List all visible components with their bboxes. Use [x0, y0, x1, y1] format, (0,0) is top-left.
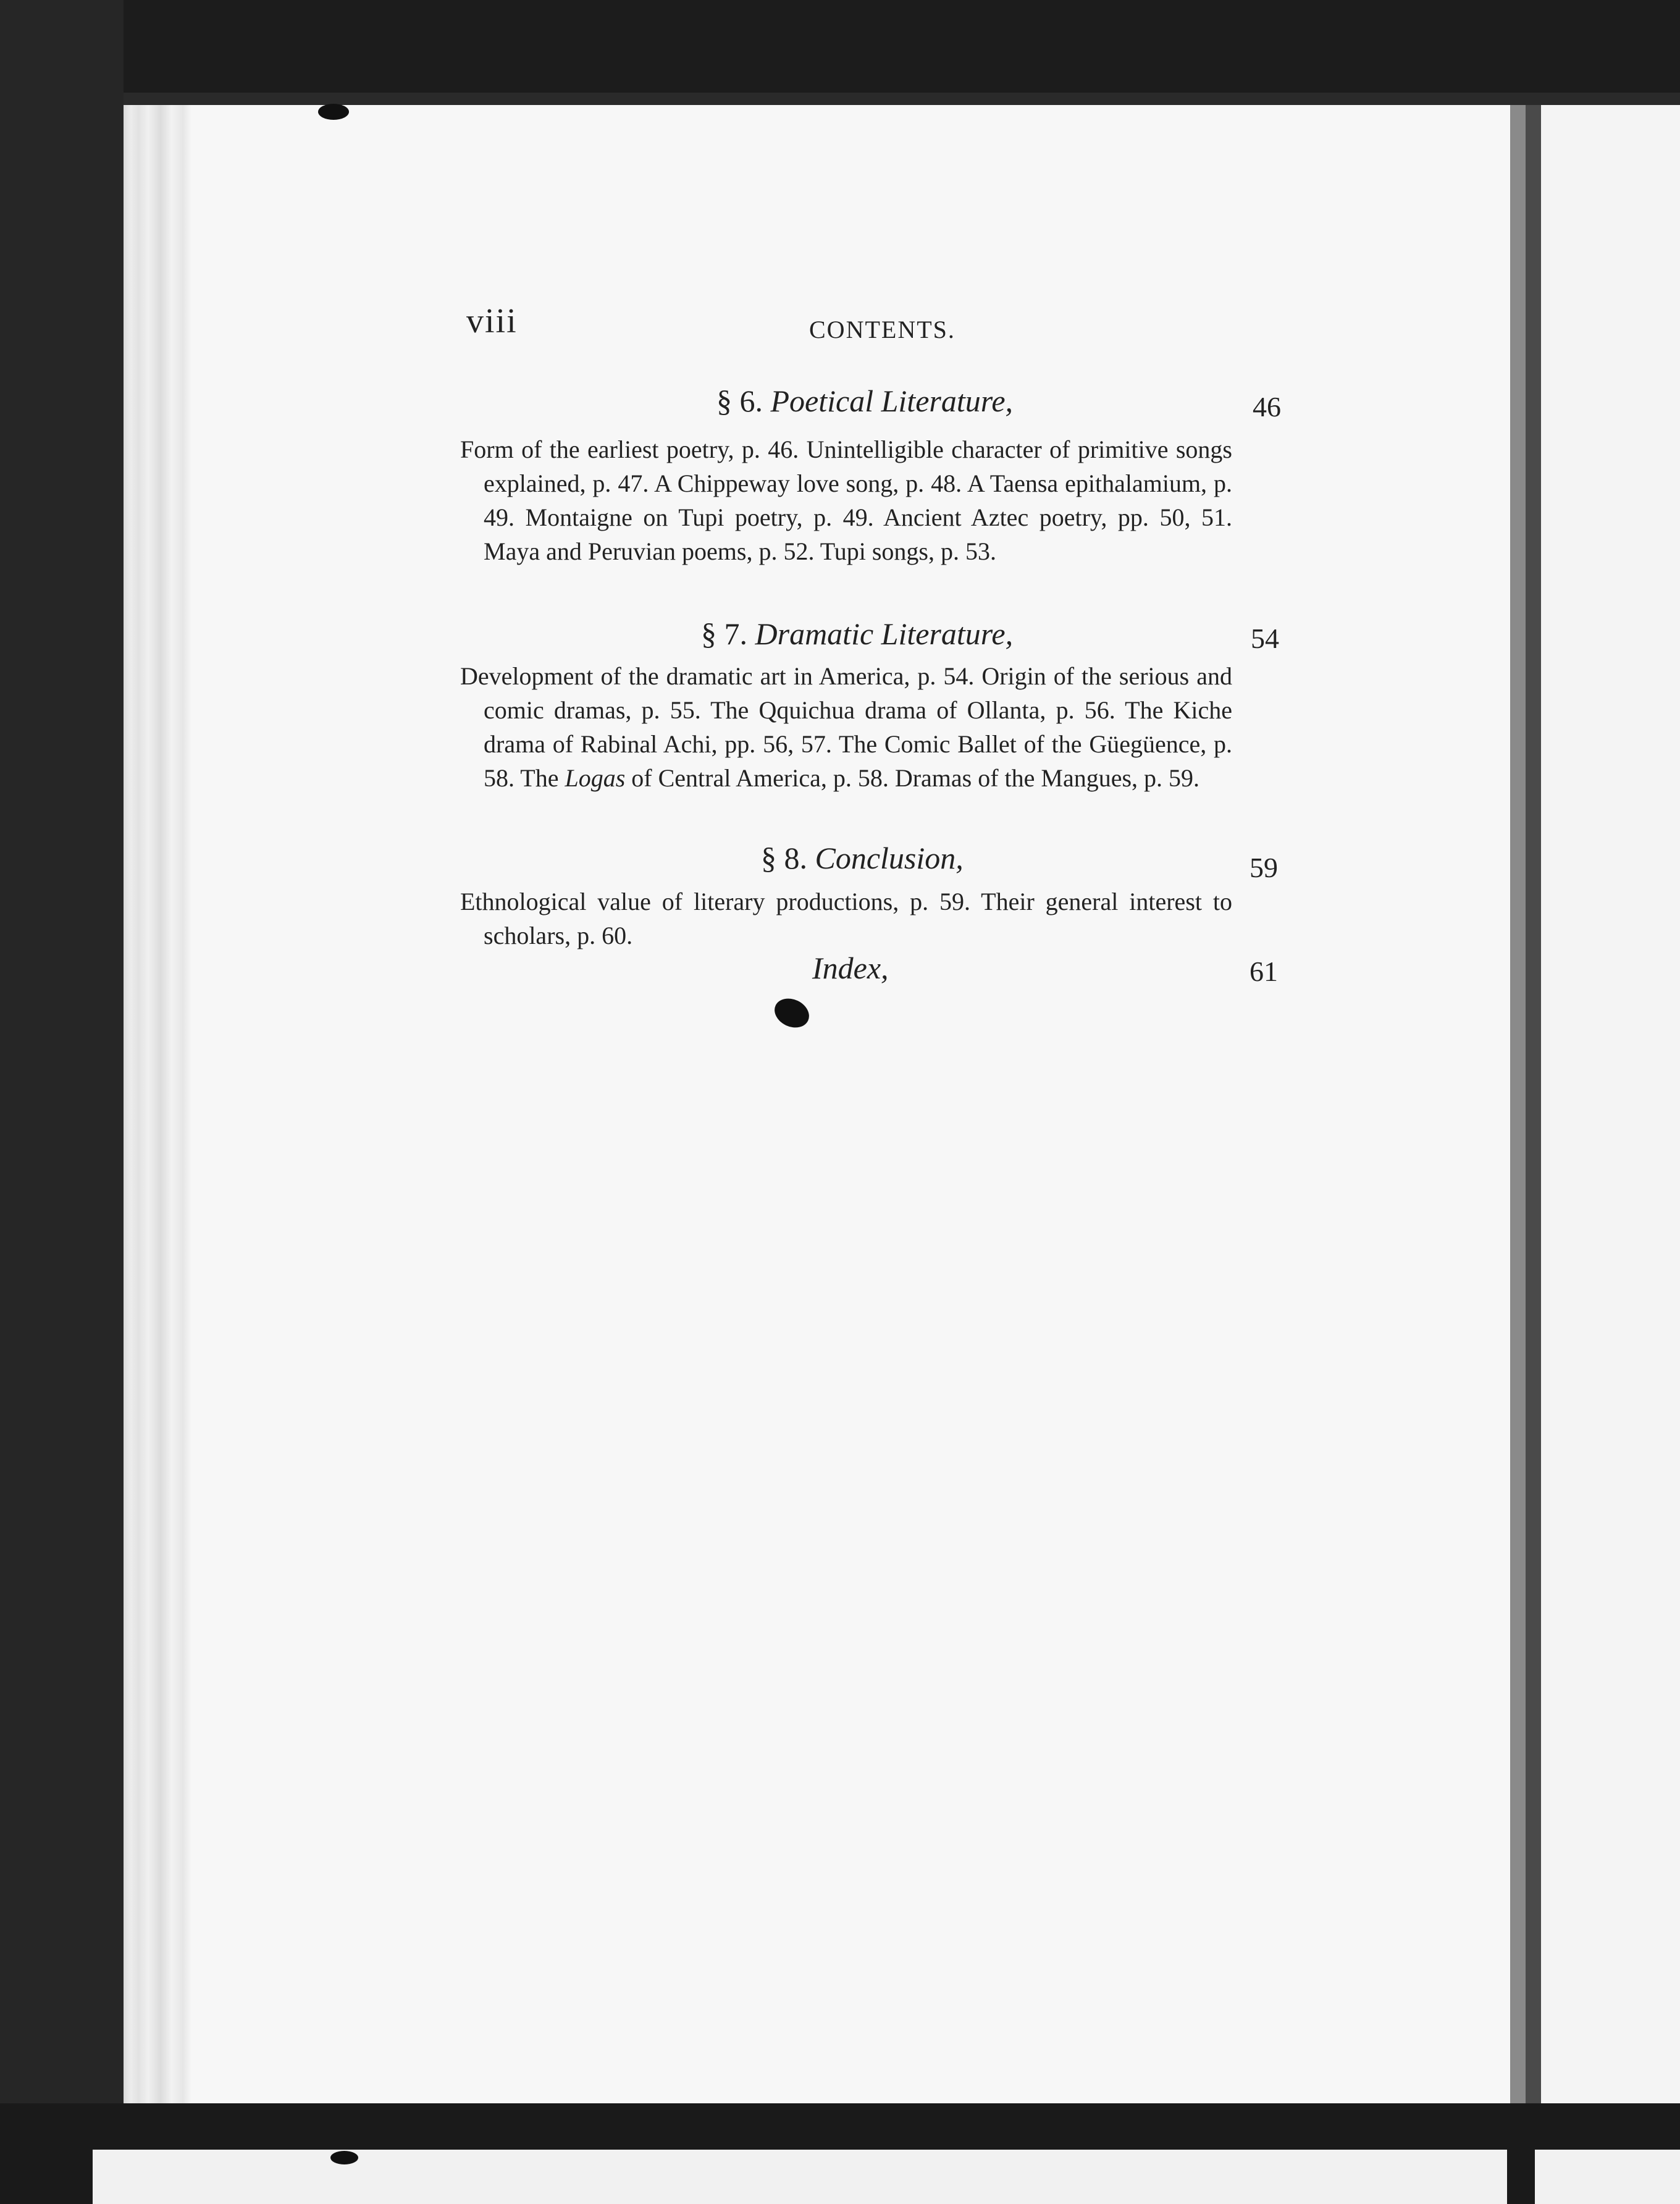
section-8-heading: [761, 840, 964, 876]
index-heading: [812, 950, 889, 986]
section-6-summary: Form of the earliest poetry, p. 46. Unintelligible character of primitive songs explained, p. 47. A Chippeway love song, p. 48. A Taensa epithalamium, p. 49. Montaigne on Tupi poetry, p. 49. Ancient Aztec poetry, pp. 50, 51. Maya and Peruvian poems, p. 52. Tupi songs, p. 53.: [460, 435, 1232, 565]
facing-page-edge: [1541, 105, 1680, 2103]
page-edges: [124, 105, 191, 2103]
summary-text: of Central America, p. 58. Dramas of the Mangues, p. 59.: [625, 764, 1200, 792]
section-7-heading: [701, 616, 1013, 652]
scan-frame-left: [0, 0, 124, 2204]
section-7-page: 54: [1251, 623, 1279, 654]
ink-blot-bottom: [330, 2151, 358, 2164]
section-6-heading: [716, 383, 1013, 419]
summary-text: Development of the dramatic art in America, p. 54. Origin of the serious and comic dramas, p. 55. The Qquichua drama of Ollanta, p. 56. The Kiche drama of Rabinal Achi, pp. 56, 57. The Comic Ballet of the Güegüence, p. 58. The: [460, 662, 1232, 792]
page-folio: viii: [466, 302, 518, 340]
section-number: § 7.: [701, 616, 747, 651]
page-title: CONTENTS.: [809, 316, 956, 343]
section-title: Conclusion,: [815, 841, 964, 875]
ink-blot-top: [318, 104, 349, 120]
section-8-summary: Ethnological value of literary productions, p. 59. Their general interest to scholars, p. 60.: [460, 888, 1232, 949]
section-number: § 6.: [716, 384, 763, 418]
next-sheet-shadow: [1507, 2150, 1535, 2204]
index-page: 61: [1250, 956, 1278, 987]
book-gutter-shadow: [1526, 105, 1541, 2103]
section-7-summary: [460, 659, 1232, 795]
scan-frame-top: [0, 0, 1680, 93]
section-number: § 8.: [761, 841, 807, 875]
section-6-page: 46: [1253, 391, 1281, 423]
section-title: Poetical Literature,: [770, 384, 1014, 418]
summary-italic-term: Logas: [565, 764, 626, 792]
section-8-page: 59: [1250, 852, 1278, 883]
section-title: Dramatic Literature,: [755, 616, 1014, 651]
index-title: Index,: [812, 951, 889, 985]
